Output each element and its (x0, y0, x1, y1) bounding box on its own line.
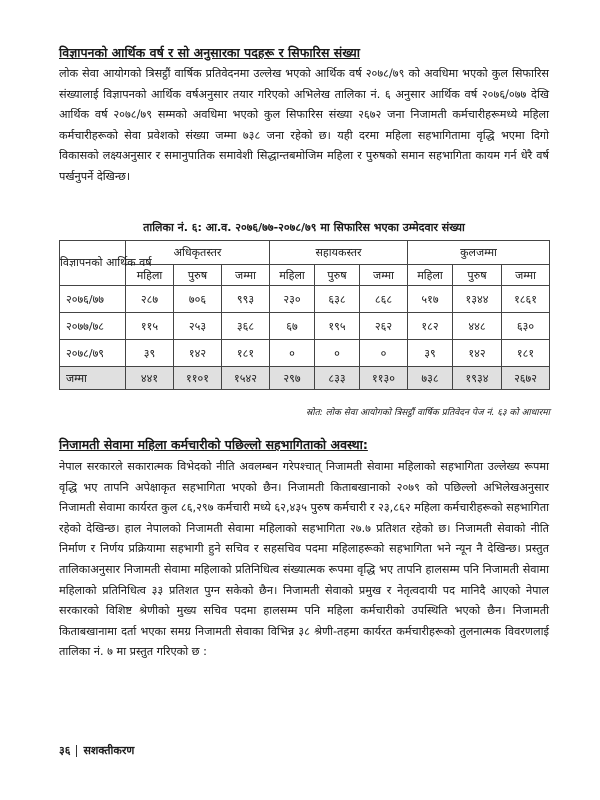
fiscal-year-header: विज्ञापनको आर्थिक वर्ष (60, 241, 126, 286)
group-header-assistant: सहायकस्तर (270, 241, 408, 265)
page-number: ३६ (59, 744, 71, 757)
cell: ३९ (408, 340, 453, 367)
subheader-female: महिला (408, 265, 453, 286)
publication-name: सशक्तीकरण (83, 744, 135, 757)
table-title: तालिका नं. ६: आ.व. २०७६/७७-२०७८/७९ मा सिफारिस भएका उम्मेदवार संख्या (143, 221, 465, 234)
row-year: २०७७/७८ (60, 313, 126, 340)
recommendation-table (59, 240, 550, 390)
subheader-male: पुरुष (453, 265, 502, 286)
table-row (60, 340, 550, 367)
total-cell: १५४२ (222, 367, 270, 390)
total-cell: ११३० (360, 367, 408, 390)
total-cell: ११०१ (174, 367, 222, 390)
subheader-female: महिला (126, 265, 174, 286)
cell: ९९३ (222, 286, 270, 313)
cell: ० (270, 340, 315, 367)
total-cell: १९३४ (453, 367, 502, 390)
total-cell: ७३८ (408, 367, 453, 390)
cell: २८७ (126, 286, 174, 313)
subheader-male: पुरुष (174, 265, 222, 286)
total-label: जम्मा (60, 367, 126, 390)
cell: ६३८ (315, 286, 360, 313)
cell: ३९ (126, 340, 174, 367)
section-heading-participation: निजामती सेवामा महिला कर्मचारीको पछिल्लो सहभागिताको अवस्था: (59, 437, 368, 452)
total-cell: ८३३ (315, 367, 360, 390)
cell: १८२ (408, 313, 453, 340)
row-year: २०७८/७९ (60, 340, 126, 367)
row-year: २०७६/७७ (60, 286, 126, 313)
group-header-officer: अधिकृतस्तर (126, 241, 270, 265)
total-cell: ४४१ (126, 367, 174, 390)
subheader-male: पुरुष (315, 265, 360, 286)
cell: २३० (270, 286, 315, 313)
total-cell: २६७२ (502, 367, 550, 390)
cell: ८६८ (360, 286, 408, 313)
subheader-total: जम्मा (360, 265, 408, 286)
subheader-total: जम्मा (222, 265, 270, 286)
cell: ७०६ (174, 286, 222, 313)
group-header-total: कुलजम्मा (408, 241, 550, 265)
cell: ६७ (270, 313, 315, 340)
paragraph-participation: नेपाल सरकारले सकारात्मक विभेदको नीति अवलम्बन गरेपश्चात् निजामती सेवामा महिलाको सहभागिता उल्लेख्य रूपमा वृद्धि भए तापनि अपेक्षाकृत सहभागिता भएको छैन। निजामती किताबखानाको २०७९ को पछिल्लो अभिलेखअनुसार निजामती सेवामा कार्यरत कुल ८६,२९७ कर्मचारी मध्ये ६२,४३५ पुरुष कर्मचारी र २३,८६२ महिला कर्मचारीहरूको सहभागिता रहेको देखिन्छ। हाल नेपालको निजामती सेवामा महिलाको सहभागिता २७.७ प्रतिशत रहेको छ। निजामती सेवाको नीति निर्माण र निर्णय प्रक्रियामा सहभागी हुने सचिव र सहसचिव पदमा महिलाहरूको सहभागिता भने न्यून नै देखिन्छ। प्रस्तुत तालिकाअनुसार निजामती सेवामा महिलाको प्रतिनिधित्व संख्यात्मक रूपमा वृद्धि भए तापनि हालसम्म पनि निजामती सेवामा महिलाको प्रतिनिधित्व ३३ प्रतिशत पुग्न सकेको छैन। निजामती सेवाको प्रमुख र नेतृत्वदायी पद मानिदै आएको नेपाल सरकारको विशिष्ट श्रेणीको मुख्य सचिव पदमा हालसम्म पनि महिला कर्मचारीको उपस्थिति भएको छैन। निजामती किताबखानामा दर्ता भएका समग्र निजामती सेवाका विभिन्न ३८ श्रेणी-तहमा कार्यरत कर्मचारीहरूको तुलनात्मक विवरणलाई तालिका नं. ७ मा प्रस्तुत गरिएको छ : (59, 460, 549, 659)
table-row (60, 286, 550, 313)
paragraph-recommendations: लोक सेवा आयोगको त्रिसट्ठौं वार्षिक प्रतिवेदनमा उल्लेख भएको आर्थिक वर्ष २०७८/७९ को अवधिमा भएको कुल सिफारिस संख्यालाई विज्ञापनको आर्थिक वर्षअनुसार तयार गरिएको अभिलेख तालिका नं. ६ अनुसार आर्थिक वर्ष २०७६/०७७ देखि आर्थिक वर्ष २०७८/७९ सम्मको अवधिमा भएको कुल सिफारिस संख्या २६७२ जना निजामती कर्मचारीहरूमध्ये महिला कर्मचारीहरूको सेवा प्रवेशको संख्या जम्मा ७३८ जना रहेको छ। यही दरमा महिला सहभागितामा वृद्धि भएमा दिगो विकासको लक्ष्यअनुसार र समानुपातिक समावेशी सिद्धान्तबमोजिम महिला र पुरुषको समान सहभागिता कायम गर्न धेरै वर्ष पर्खनुपर्ने देखिन्छ। (59, 67, 549, 183)
cell: १३४४ (453, 286, 502, 313)
cell: १८१ (502, 340, 550, 367)
cell: २६२ (360, 313, 408, 340)
cell: ३६८ (222, 313, 270, 340)
table-row (60, 313, 550, 340)
cell: ६३० (502, 313, 550, 340)
cell: ० (360, 340, 408, 367)
subheader-total: जम्मा (502, 265, 550, 286)
cell: ५१७ (408, 286, 453, 313)
table-source-note: स्रोत: लोक सेवा आयोगको त्रिसट्ठौं वार्षिक प्रतिवेदन पेज नं. ६३ को आधारमा (306, 408, 550, 418)
section-heading-recommendations: विज्ञापनको आर्थिक वर्ष र सो अनुसारका पदहरू र सिफारिस संख्या (59, 45, 360, 60)
table-total-row (60, 367, 550, 390)
footer-divider (76, 745, 77, 757)
cell: १८६१ (502, 286, 550, 313)
total-cell: २९७ (270, 367, 315, 390)
cell: १४२ (453, 340, 502, 367)
cell: ० (315, 340, 360, 367)
cell: १८१ (222, 340, 270, 367)
cell: २५३ (174, 313, 222, 340)
cell: ११५ (126, 313, 174, 340)
page-footer (59, 743, 134, 758)
cell: १४२ (174, 340, 222, 367)
subheader-female: महिला (270, 265, 315, 286)
cell: १९५ (315, 313, 360, 340)
cell: ४४८ (453, 313, 502, 340)
